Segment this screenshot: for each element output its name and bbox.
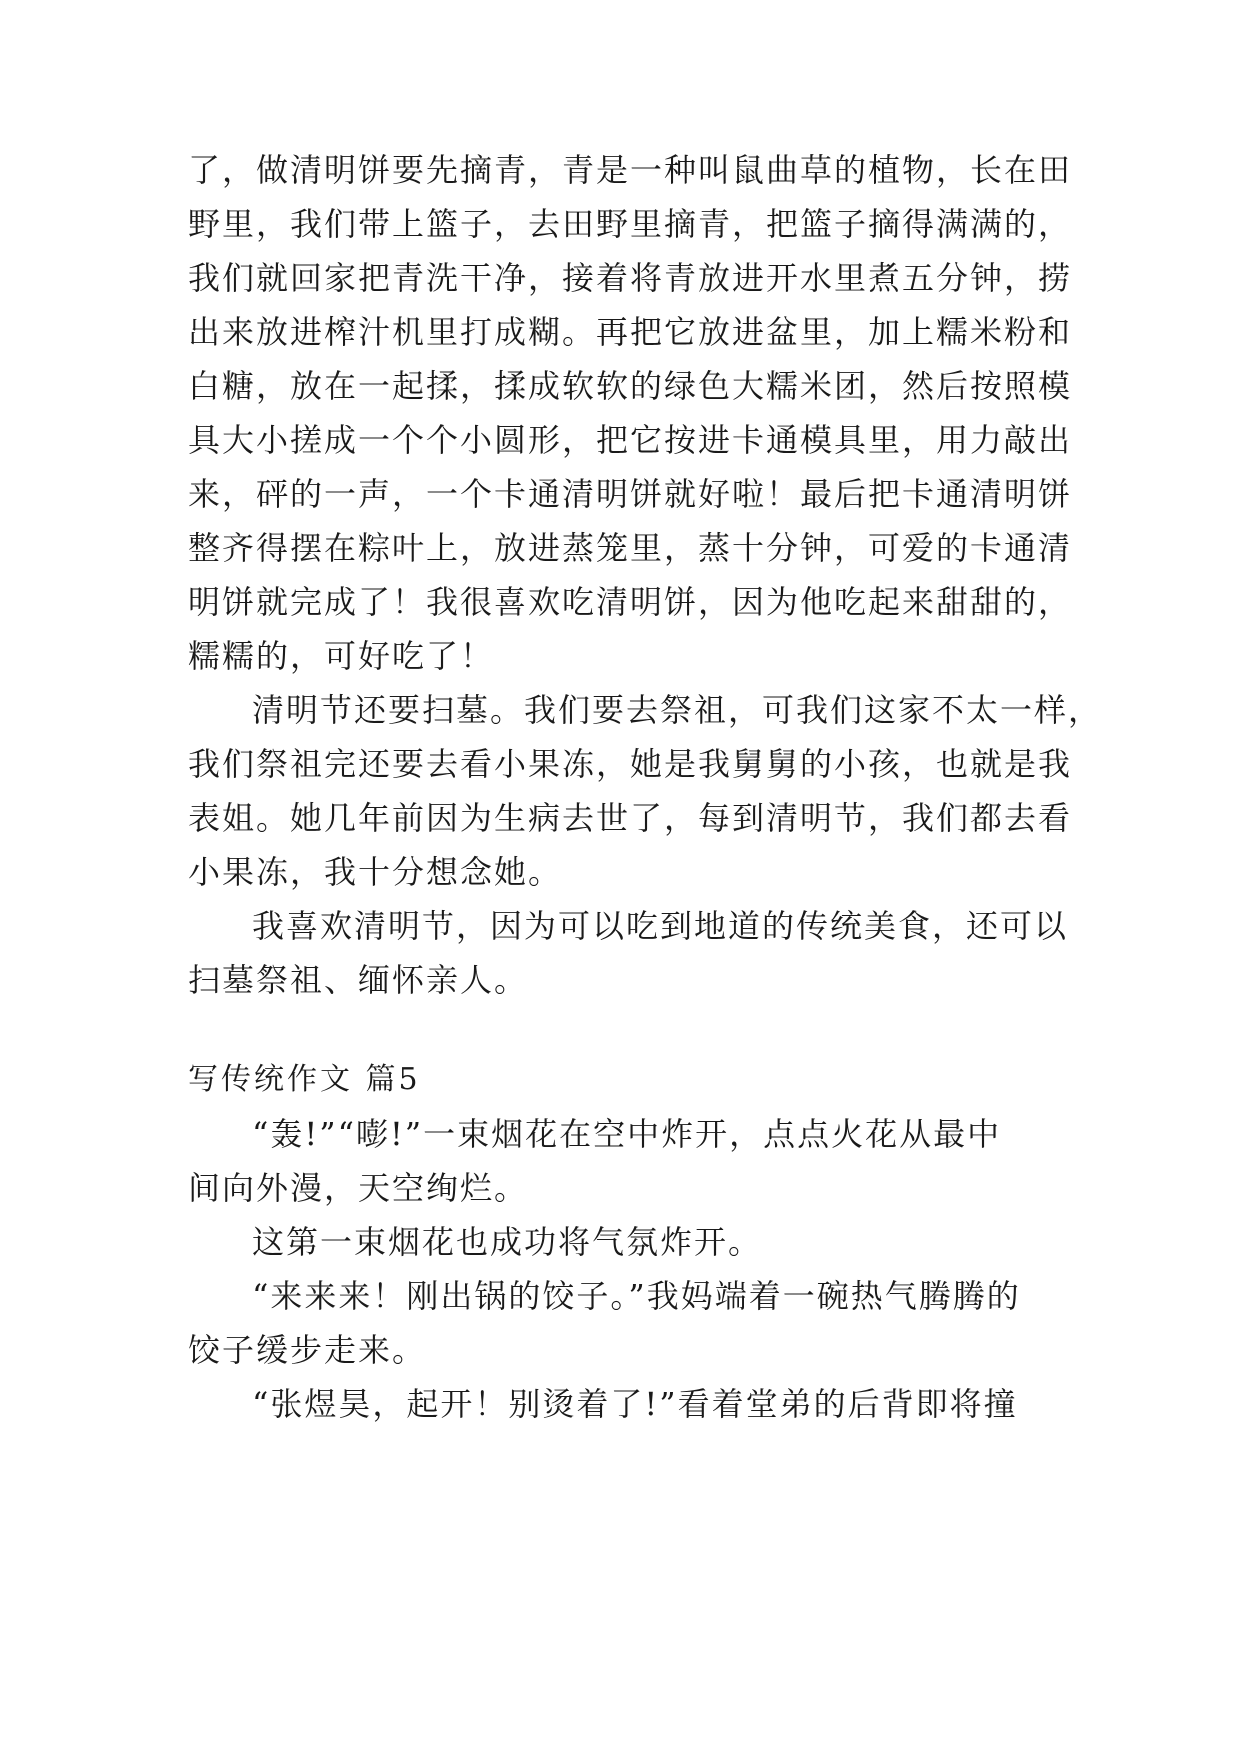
paragraph-line: 我们祭祖完还要去看小果冻，她是我舅舅的小孩，也就是我 <box>188 745 1073 783</box>
paragraph-line: 我喜欢清明节，因为可以吃到地道的传统美食，还可以 <box>252 907 1069 945</box>
paragraph-line: 间向外漫，天空绚烂。 <box>188 1169 529 1207</box>
paragraph-line: 扫墓祭祖、缅怀亲人。 <box>188 961 529 999</box>
paragraph-line: 饺子缓步走来。 <box>188 1331 427 1369</box>
paragraph-line: 表姐。她几年前因为生病去世了，每到清明节，我们都去看 <box>188 799 1073 837</box>
paragraph-line: “来来来！刚出锅的饺子。”我妈端着一碗热气腾腾的 <box>252 1277 1021 1315</box>
paragraph-line: 糯糯的，可好吃了！ <box>188 637 495 675</box>
paragraph-line: 整齐得摆在粽叶上，放进蒸笼里，蒸十分钟，可爱的卡通清 <box>188 529 1073 567</box>
paragraph-line: 明饼就完成了！我很喜欢吃清明饼，因为他吃起来甜甜的， <box>188 583 1073 621</box>
paragraph-line: “轰!”“嘭!”一束烟花在空中炸开，点点火花从最中 <box>252 1115 1002 1153</box>
paragraph-line: 清明节还要扫墓。我们要去祭祖，可我们这家不太一样， <box>252 691 1103 729</box>
section-heading: 写传统作文 篇5 <box>188 1062 421 1097</box>
paragraph-line: 我们就回家把青洗干净，接着将青放进开水里煮五分钟，捞 <box>188 259 1073 297</box>
paragraph-line: 来，砰的一声，一个卡通清明饼就好啦！最后把卡通清明饼 <box>188 475 1073 513</box>
paragraph-line: 这第一束烟花也成功将气氛炸开。 <box>252 1223 763 1261</box>
paragraph-line: 小果冻，我十分想念她。 <box>188 853 563 891</box>
paragraph-line: 出来放进榨汁机里打成糊。再把它放进盆里，加上糯米粉和 <box>188 313 1073 351</box>
paragraph-line: 白糖，放在一起揉，揉成软软的绿色大糯米团，然后按照模 <box>188 367 1073 405</box>
paragraph-line: “张煜昊，起开！别烫着了!”看着堂弟的后背即将撞 <box>252 1385 1018 1423</box>
paragraph-line: 野里，我们带上篮子，去田野里摘青，把篮子摘得满满的， <box>188 205 1073 243</box>
paragraph-line: 了，做清明饼要先摘青，青是一种叫鼠曲草的植物，长在田 <box>188 151 1073 189</box>
paragraph-line: 具大小搓成一个个小圆形，把它按进卡通模具里，用力敲出 <box>188 421 1073 459</box>
